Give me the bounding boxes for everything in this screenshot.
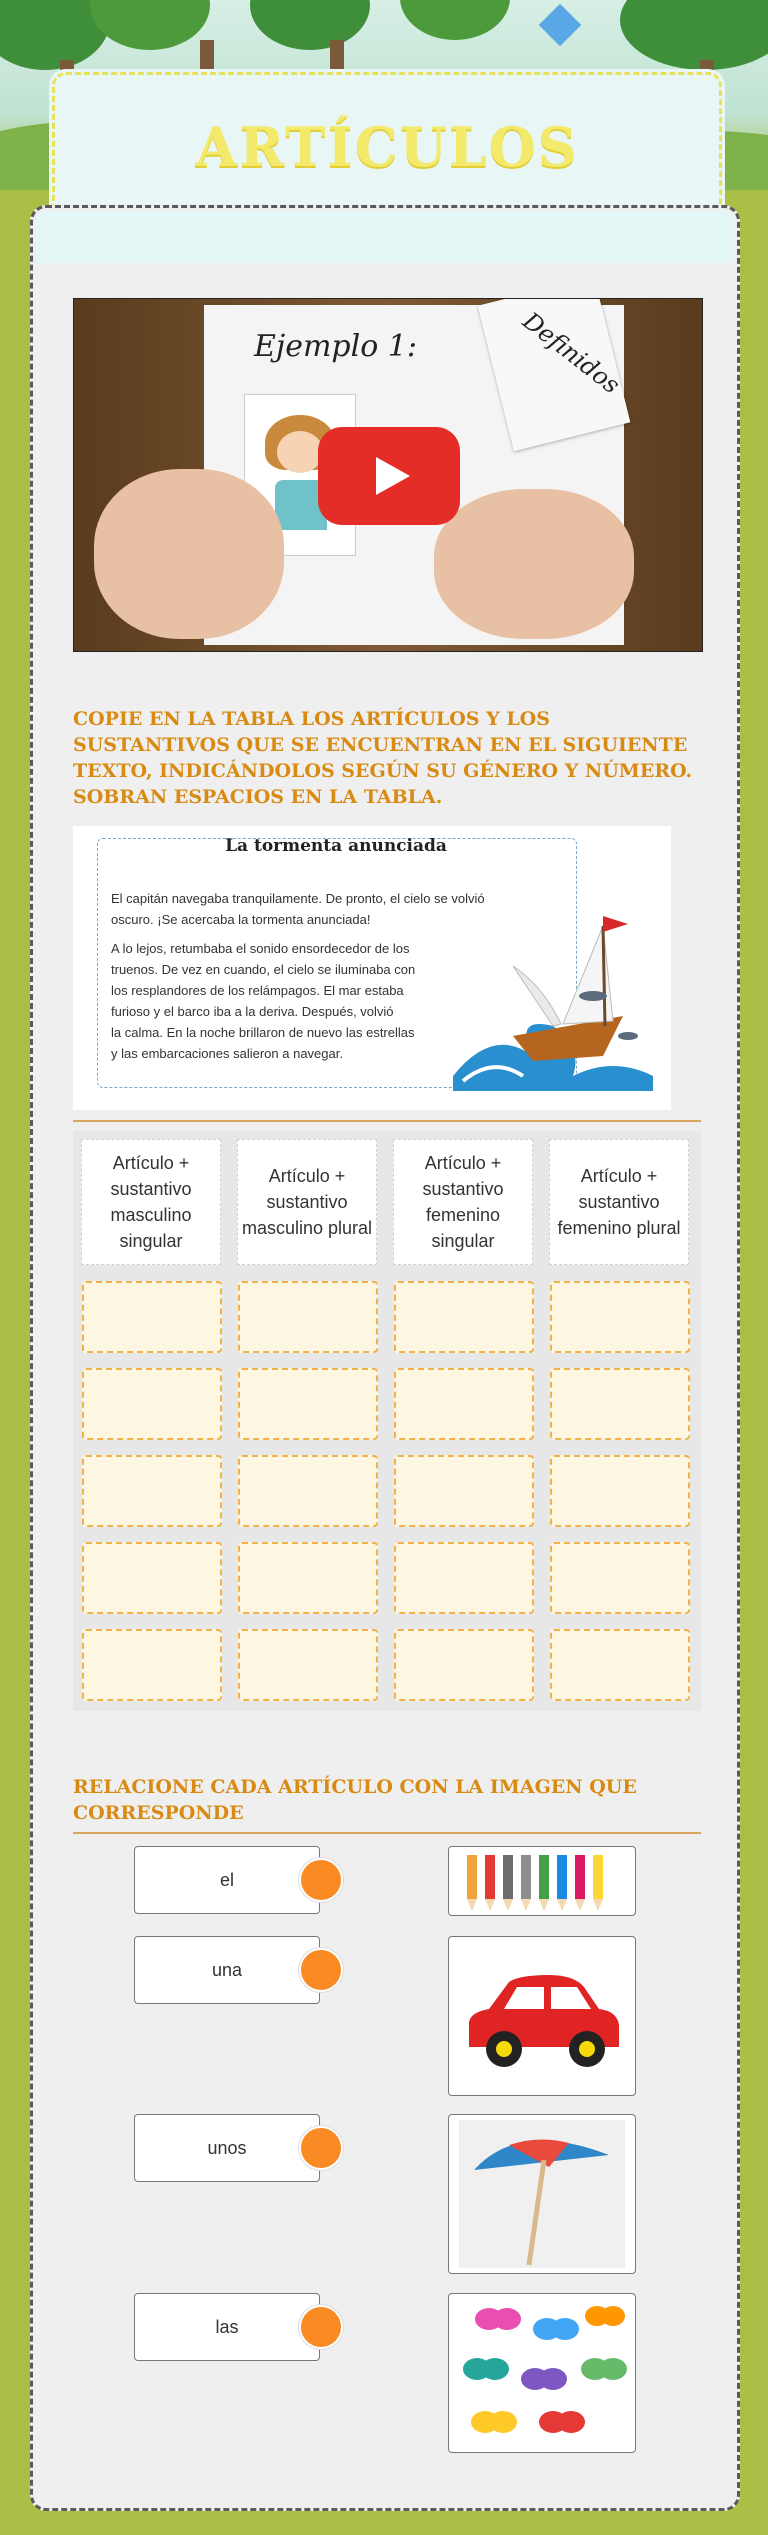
tree-icon [400,0,510,40]
story-image [73,826,671,1110]
drop-zone[interactable] [82,1629,222,1701]
tree-icon [90,0,210,50]
tree-icon [620,0,768,70]
drop-zone[interactable] [550,1629,690,1701]
drop-zone[interactable] [550,1368,690,1440]
match-image-car[interactable] [448,1936,636,2096]
story-line: los resplandores de los relámpagos. El mar estaba [111,983,404,998]
video-player[interactable] [73,298,703,652]
beach-umbrella-icon [449,2115,635,2273]
story-line: oscuro. ¡Se acercaba la tormenta anunciada! [111,912,371,927]
divider [73,1120,701,1122]
card-header-band [36,211,734,263]
red-car-icon [449,1937,635,2095]
drop-zone[interactable] [394,1629,534,1701]
drop-zone[interactable] [394,1368,534,1440]
table-header: Artículo + sustantivo femenino singular [393,1139,533,1265]
drop-zone[interactable] [82,1542,222,1614]
divider [73,1832,701,1834]
colored-pencils-icon [449,1847,635,1915]
match-image-pencils[interactable] [448,1846,636,1916]
story-line: A lo lejos, retumbaba el sonido ensordecedor de los [111,941,410,956]
match-label-una[interactable]: una [134,1936,320,2004]
classification-table [73,1131,701,1711]
butterflies-icon [449,2294,635,2452]
drop-zone[interactable] [394,1455,534,1527]
story-line: El capitán navegaba tranquilamente. De pronto, el cielo se volvió [111,891,485,906]
drop-zone[interactable] [238,1455,378,1527]
match-connector-dot[interactable] [299,2305,343,2349]
drop-zone[interactable] [82,1455,222,1527]
main-card [30,205,740,2511]
tree-icon [250,0,370,50]
hand-right [434,489,634,639]
story-line: furioso y el barco iba a la deriva. Después, volvió [111,1004,394,1019]
section-title-table: COPIE EN LA TABLA LOS ARTÍCULOS Y LOS SUSTANTIVOS QUE SE ENCUENTRAN EN EL SIGUIENTE TEXTO, INDICÁNDOLOS SEGÚN SU GÉNERO Y NÚMERO. SOBRAN ESPACIOS EN LA TABLA. [73,708,693,808]
drop-zone[interactable] [238,1368,378,1440]
story-title: La tormenta anunciada [225,836,447,856]
story-line: y las embarcaciones salieron a navegar. [111,1046,343,1061]
table-header: Artículo + sustantivo masculino singular [81,1139,221,1265]
drop-zone[interactable] [550,1455,690,1527]
drop-zone[interactable] [82,1368,222,1440]
video-written-note: Definidos [517,306,626,400]
kite-icon [539,4,581,46]
table-header: Artículo + sustantivo masculino plural [237,1139,377,1265]
match-label-unos[interactable]: unos [134,2114,320,2182]
page-title: ARTÍCULOS [195,115,579,179]
drop-zone[interactable] [238,1542,378,1614]
drop-zone[interactable] [394,1542,534,1614]
match-connector-dot[interactable] [299,1948,343,1992]
story-line: truenos. De vez en cuando, el cielo se iluminaba con [111,962,416,977]
match-connector-dot[interactable] [299,2126,343,2170]
match-image-butterflies[interactable] [448,2293,636,2453]
hand-left [94,469,284,639]
video-written-title: Ejemplo 1: [254,329,417,364]
drop-zone[interactable] [238,1629,378,1701]
drop-zone[interactable] [550,1542,690,1614]
youtube-play-icon[interactable] [318,427,460,525]
drop-zone[interactable] [238,1281,378,1353]
drop-zone[interactable] [82,1281,222,1353]
sailboat-icon [453,906,653,1091]
match-label-las[interactable]: las [134,2293,320,2361]
match-connector-dot[interactable] [299,1858,343,1902]
story-line: la calma. En la noche brillaron de nuevo las estrellas [111,1025,415,1040]
table-header: Artículo + sustantivo femenino plural [549,1139,689,1265]
drop-zone[interactable] [394,1281,534,1353]
drop-zone[interactable] [550,1281,690,1353]
section-title-matching: RELACIONE CADA ARTÍCULO CON LA IMAGEN QUE CORRESPONDE [73,1776,637,1824]
match-label-el[interactable]: el [134,1846,320,1914]
match-image-umbrella[interactable] [448,2114,636,2274]
